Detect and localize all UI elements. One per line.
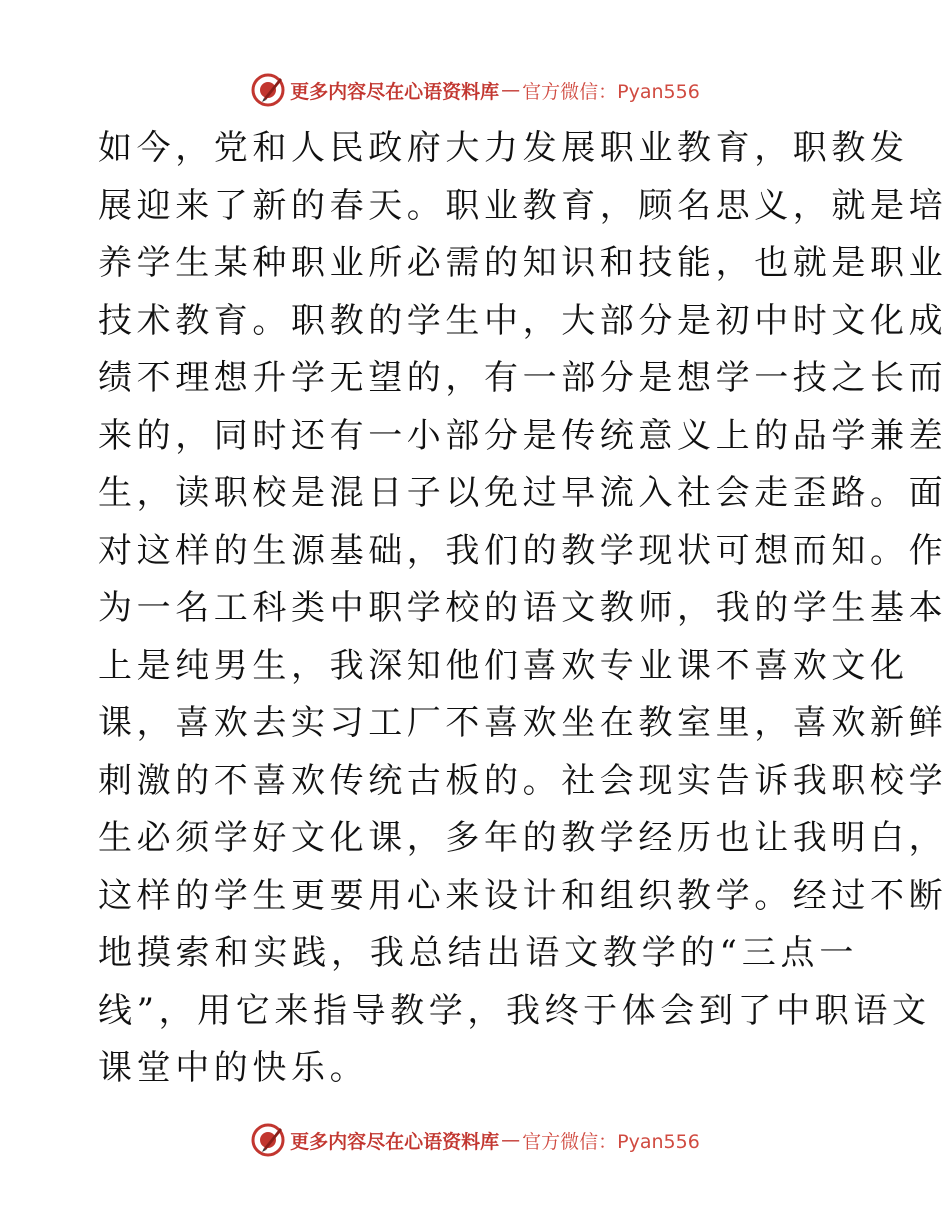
text-line: 课，喜欢去实习工厂不喜欢坐在教室里，喜欢新鲜	[98, 703, 948, 743]
text-line: 对这样的生源基础，我们的教学现状可想而知。作	[98, 530, 948, 571]
banner-wechat: 官方微信：Pyan556	[522, 80, 700, 103]
text-line: 来的，同时还有一小部分是传统意义上的品学兼差	[98, 415, 948, 456]
banner-text: 更多内容尽在心语资料库	[290, 1130, 500, 1153]
footer-banner	[0, 1120, 950, 1160]
pen-logo-icon	[250, 1122, 286, 1158]
banner-separator: —	[501, 1129, 521, 1151]
text-line: 刺激的不喜欢传统古板的。社会现实告诉我职校学	[98, 760, 948, 801]
text-line: 这样的学生更要用心来设计和组织教学。经过不断	[98, 875, 948, 916]
text-line: 展迎来了新的春天。职业教育，顾名思义，就是培	[98, 185, 948, 226]
banner-text: 更多内容尽在心语资料库	[290, 80, 500, 103]
text-line: 生必须学好文化课，多年的教学经历也让我明白，	[98, 818, 948, 858]
pen-logo-icon	[250, 72, 286, 108]
text-line: 技术教育。职教的学生中，大部分是初中时文化成	[98, 300, 948, 341]
text-line: 养学生某种职业所必需的知识和技能，也就是职业	[98, 243, 948, 283]
text-line: 线”，用它来指导教学，我终于体会到了中职语文	[98, 990, 931, 1031]
text-line: 地摸索和实践，我总结出语文教学的“三点一	[98, 933, 858, 973]
text-line: 课堂中的快乐。	[98, 1048, 369, 1088]
text-line: 上是纯男生，我深知他们喜欢专业课不喜欢文化	[98, 645, 909, 686]
text-line: 为一名工科类中职学校的语文教师，我的学生基本	[98, 588, 948, 628]
header-banner	[0, 70, 950, 110]
text-line: 如今，党和人民政府大力发展职业教育，职教发	[98, 128, 909, 168]
text-line: 绩不理想升学无望的，有一部分是想学一技之长而	[98, 358, 948, 398]
banner-wechat: 官方微信：Pyan556	[522, 1130, 700, 1153]
document-body	[98, 120, 948, 1098]
text-line: 生，读职校是混日子以免过早流入社会走歪路。面	[98, 473, 948, 513]
banner-separator: —	[501, 79, 521, 101]
